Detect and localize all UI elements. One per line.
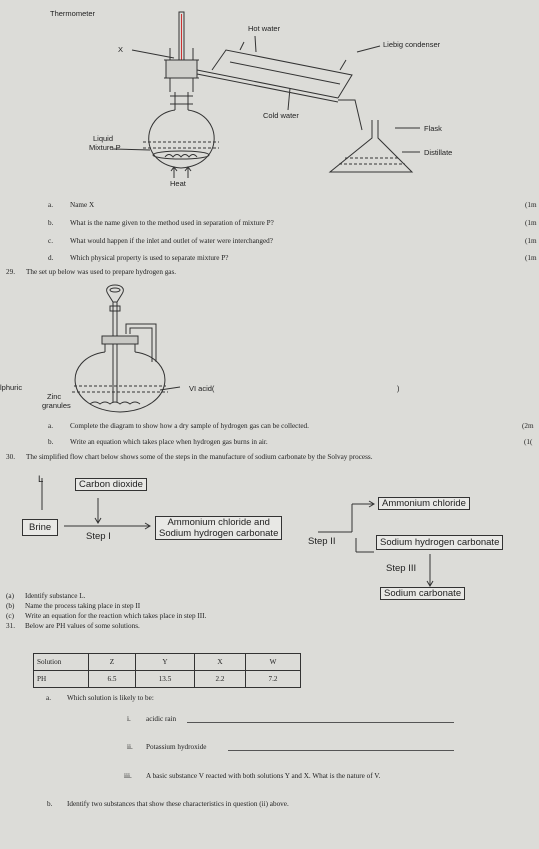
mid-box-line2: Sodium hydrogen carbonate (159, 528, 279, 539)
flask-label: Flask (424, 124, 442, 133)
step1-label: Step I (86, 531, 111, 542)
cold-water-label: Cold water (263, 111, 299, 120)
q31a-i-num: i. (127, 715, 131, 723)
sulphuric-label: lphuric (0, 383, 23, 392)
q28d-letter: d. (48, 254, 54, 262)
q28c-letter: c. (48, 237, 53, 245)
mid-box (155, 516, 282, 540)
answer-line (187, 722, 454, 723)
q28b-mark: (1m (525, 219, 537, 227)
table-cell: 6.5 (89, 671, 136, 688)
q29b-letter: b. (48, 438, 54, 446)
q29b-mark: (1( (524, 438, 533, 446)
q30-number: 30. (6, 453, 15, 461)
q31b-text: Identify two substances that show these characteristics in question (ii) above. (67, 800, 289, 808)
q31a-i-text: acidic rain (146, 715, 177, 723)
q28c-mark: (1m (525, 237, 537, 245)
q31-stem: Below are PH values of some solutions. (25, 622, 140, 630)
distillate-label: Distillate (424, 148, 453, 157)
liquid-label: Liquid (93, 134, 114, 143)
table-cell: 13.5 (136, 671, 195, 688)
q30c-letter: (c) (6, 612, 14, 620)
hot-water-label: Hot water (248, 24, 281, 33)
table-cell: PH (34, 671, 89, 688)
table-header-cell: W (246, 654, 301, 671)
table-cell: 2.2 (195, 671, 246, 688)
liebig-label: Liebig condenser (383, 40, 441, 49)
q28a-mark: (1m (525, 201, 537, 209)
q31a-iii-num: iii. (124, 772, 132, 780)
mixture-p-label: Mixture P (89, 143, 121, 152)
q31a-iii-text: A basic substance V reacted with both solutions Y and X. What is the nature of V. (146, 772, 381, 780)
table-header-cell: Y (136, 654, 195, 671)
granules-label: granules (42, 401, 71, 410)
q29a-mark: (2m (522, 422, 534, 430)
vi-acid-label: VI acid( (189, 384, 215, 393)
brine-box: Brine (22, 519, 58, 536)
q30b-text: Name the process taking place in step II (25, 602, 141, 610)
table-header-cell: Solution (34, 654, 89, 671)
table-cell: 7.2 (246, 671, 301, 688)
step2-label: Step II (308, 536, 336, 547)
thermometer-label: Thermometer (50, 9, 96, 18)
q31a-ii-text: Potassium hydroxide (146, 743, 207, 751)
q28b-letter: b. (48, 219, 54, 227)
zinc-label: Zinc (47, 392, 62, 401)
q28d-text: Which physical property is used to separate mixture P? (70, 254, 229, 262)
table-row (34, 671, 301, 688)
sodium-hydrogen-carbonate-box: Sodium hydrogen carbonate (376, 535, 503, 550)
q28b-text: What is the name given to the method used in separation of mixture P? (70, 219, 274, 227)
q31a-letter: a. (46, 694, 51, 702)
ph-table (33, 653, 301, 688)
q29a-text: Complete the diagram to show how a dry sample of hydrogen gas can be collected. (70, 422, 309, 430)
q28c-text: What would happen if the inlet and outlet of water were interchanged? (70, 237, 273, 245)
sodium-carbonate-box: Sodium carbonate (380, 587, 465, 600)
l-label: L (38, 474, 44, 485)
q30b-letter: (b) (6, 602, 15, 610)
q30c-text: Write an equation for the reaction which takes place in step III. (25, 612, 207, 620)
q28a-text: Name X (70, 201, 95, 209)
table-header-cell: X (195, 654, 246, 671)
q30a-text: Identify substance L. (25, 592, 86, 600)
q28a-letter: a. (48, 201, 53, 209)
q31-number: 31. (6, 622, 15, 630)
q31a-ii-num: ii. (127, 743, 133, 751)
step3-label: Step III (386, 563, 417, 574)
q28d-mark: (1m (525, 254, 537, 262)
q29b-text: Write an equation which takes place when hydrogen gas burns in air. (70, 438, 268, 446)
heat-label: Heat (170, 179, 186, 188)
mid-box-line1: Ammonium chloride and (167, 517, 270, 528)
ammonium-chloride-box: Ammonium chloride (378, 497, 470, 510)
q29a-letter: a. (48, 422, 53, 430)
q29-stem: The set up below was used to prepare hydrogen gas. (26, 268, 177, 276)
hydrogen-apparatus (60, 282, 220, 417)
answer-line (228, 750, 454, 751)
q29-number: 29. (6, 268, 15, 276)
carbon-dioxide-box: Carbon dioxide (75, 478, 147, 491)
q31b-letter: b. (47, 800, 53, 808)
x-label: X (118, 45, 124, 54)
close-paren: ) (397, 384, 400, 393)
q31a-text: Which solution is likely to be: (67, 694, 154, 702)
table-header-cell: Z (89, 654, 136, 671)
table-header-row (34, 654, 301, 671)
q30a-letter: (a) (6, 592, 14, 600)
q30-stem: The simplified flow chart below shows some of the steps in the manufacture of sodium carbonate by the Solvay process. (26, 453, 373, 461)
